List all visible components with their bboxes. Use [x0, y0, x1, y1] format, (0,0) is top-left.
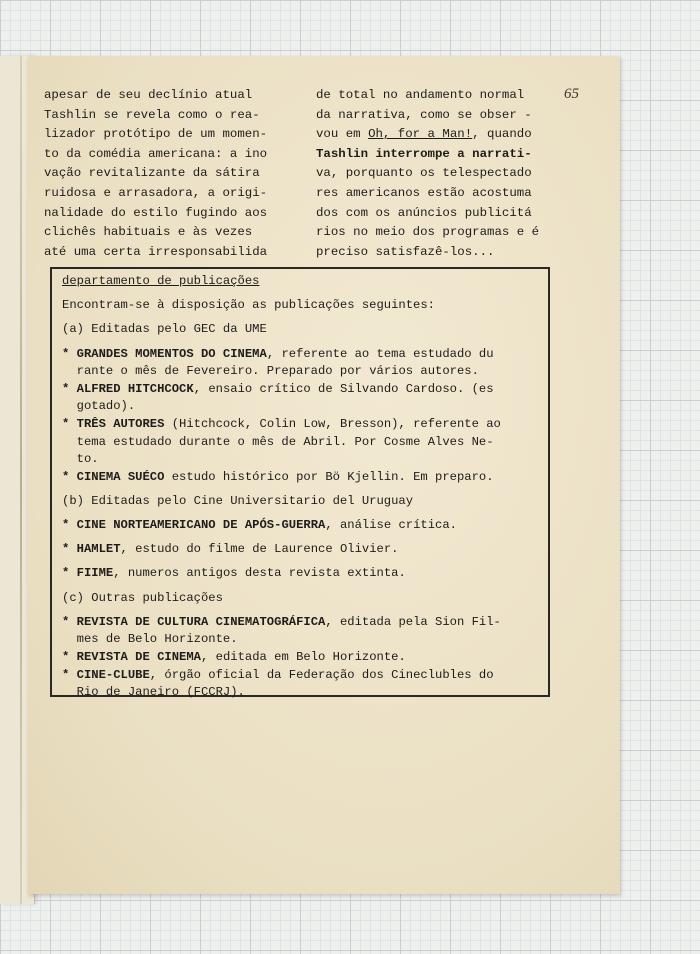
publication-desc: , referente ao tema estudado du [266, 346, 494, 361]
bullet-icon: * [62, 566, 70, 581]
left-line: lizador protótipo de um momen- [44, 127, 268, 142]
publication-title: CINE-CLUBE [76, 667, 150, 682]
left-line: to da comédia americana: a ino [44, 146, 268, 161]
right-line: vou em [316, 127, 369, 142]
publication-desc: tema estudado durante o mês de Abril. Por Cosme Alves Ne- [76, 434, 494, 449]
publication-title: CINE NORTEAMERICANO DE APÓS-GUERRA [76, 518, 326, 533]
left-line: apesar de seu declínio atual [44, 88, 253, 102]
left-line: vação revitalizante da sátira [44, 166, 260, 181]
right-line: rios no meio dos programas e é [316, 225, 540, 240]
publication-title: CINEMA SUÉCO [76, 469, 165, 484]
page-number: 65 [564, 86, 579, 102]
section-c-heading: (c) Outras publicações [62, 590, 223, 605]
publications-box [50, 267, 550, 700]
publication-desc: Rio de Janeiro (FCCRJ). [76, 685, 245, 700]
right-line: da narrativa, como se obser - [316, 107, 532, 122]
section-b-heading: (b) Editadas pelo Cine Universitario del Uruguay [62, 493, 414, 508]
document-page [28, 56, 620, 894]
publication-title: GRANDES MOMENTOS DO CINEMA [76, 346, 267, 361]
bullet-icon: * [62, 346, 70, 361]
publication-desc: mes de Belo Horizonte. [76, 632, 238, 647]
bullet-icon: * [62, 469, 70, 484]
bullet-icon: * [62, 667, 70, 682]
publication-title: HAMLET [76, 542, 121, 557]
publication-desc: , numeros antigos desta revista extinta. [113, 566, 406, 581]
publication-title: TRÊS AUTORES [76, 416, 165, 431]
right-line: de total no andamento normal [316, 88, 525, 102]
left-line: nalidade do estilo fugindo aos [44, 205, 268, 220]
box-intro: Encontram-se à disposição as publicações seguintes: [62, 298, 435, 313]
publication-desc: , ensaio crítico de Silvando Cardoso. (es [193, 381, 494, 396]
bullet-icon: * [62, 518, 70, 533]
publication-title: FIIME [76, 566, 114, 581]
publication-desc: , estudo do filme de Laurence Olivier. [120, 542, 399, 557]
publications-list [62, 273, 501, 702]
right-line: preciso satisfazê-los... [316, 244, 495, 259]
right-text-column [316, 86, 539, 262]
left-text-column [44, 86, 267, 262]
right-line: , quando [472, 127, 532, 142]
left-line: Tashlin se revela como o rea- [44, 107, 260, 122]
bullet-icon: * [62, 542, 70, 557]
right-line: res americanos estão acostuma [316, 185, 532, 200]
box-heading: departamento de publicações [62, 274, 260, 288]
bullet-icon: * [62, 381, 70, 396]
publication-desc: gotado). [76, 399, 136, 414]
publication-desc: , editada pela Sion Fil- [325, 614, 501, 629]
right-line: va, porquanto os telespectado [316, 166, 532, 181]
publication-title: REVISTA DE CINEMA [76, 650, 201, 665]
publication-desc: estudo histórico por Bö Kjellin. Em preparo. [164, 469, 494, 484]
left-line: até uma certa irresponsabilida [44, 244, 268, 259]
publication-desc: to. [76, 452, 99, 467]
publication-desc: , análise crítica. [325, 518, 457, 533]
publication-desc: rante o mês de Fevereiro. Preparado por vários autores. [76, 364, 479, 379]
right-line: Tashlin interrompe a narrati- [316, 146, 532, 161]
right-line: dos com os anúncios publicitá [316, 205, 532, 220]
bullet-icon: * [62, 650, 70, 665]
publication-title: REVISTA DE CULTURA CINEMATOGRÁFICA [76, 614, 326, 629]
publication-desc: , editada em Belo Horizonte. [201, 650, 406, 665]
section-a-heading: (a) Editadas pelo GEC da UME [62, 322, 267, 337]
film-title: Oh, for a Man! [368, 127, 473, 142]
binding-spine [20, 56, 22, 904]
left-line: ruidosa e arrasadora, a origi- [44, 185, 268, 200]
left-line: clichês habituais e às vezes [44, 225, 253, 240]
publication-desc: , órgão oficial da Federação dos Cineclubles do [149, 667, 494, 682]
publication-title: ALFRED HITCHCOCK [76, 381, 194, 396]
bullet-icon: * [62, 614, 70, 629]
publication-desc: (Hitchcock, Colin Low, Bresson), referente ao [164, 416, 501, 431]
bullet-icon: * [62, 416, 70, 431]
